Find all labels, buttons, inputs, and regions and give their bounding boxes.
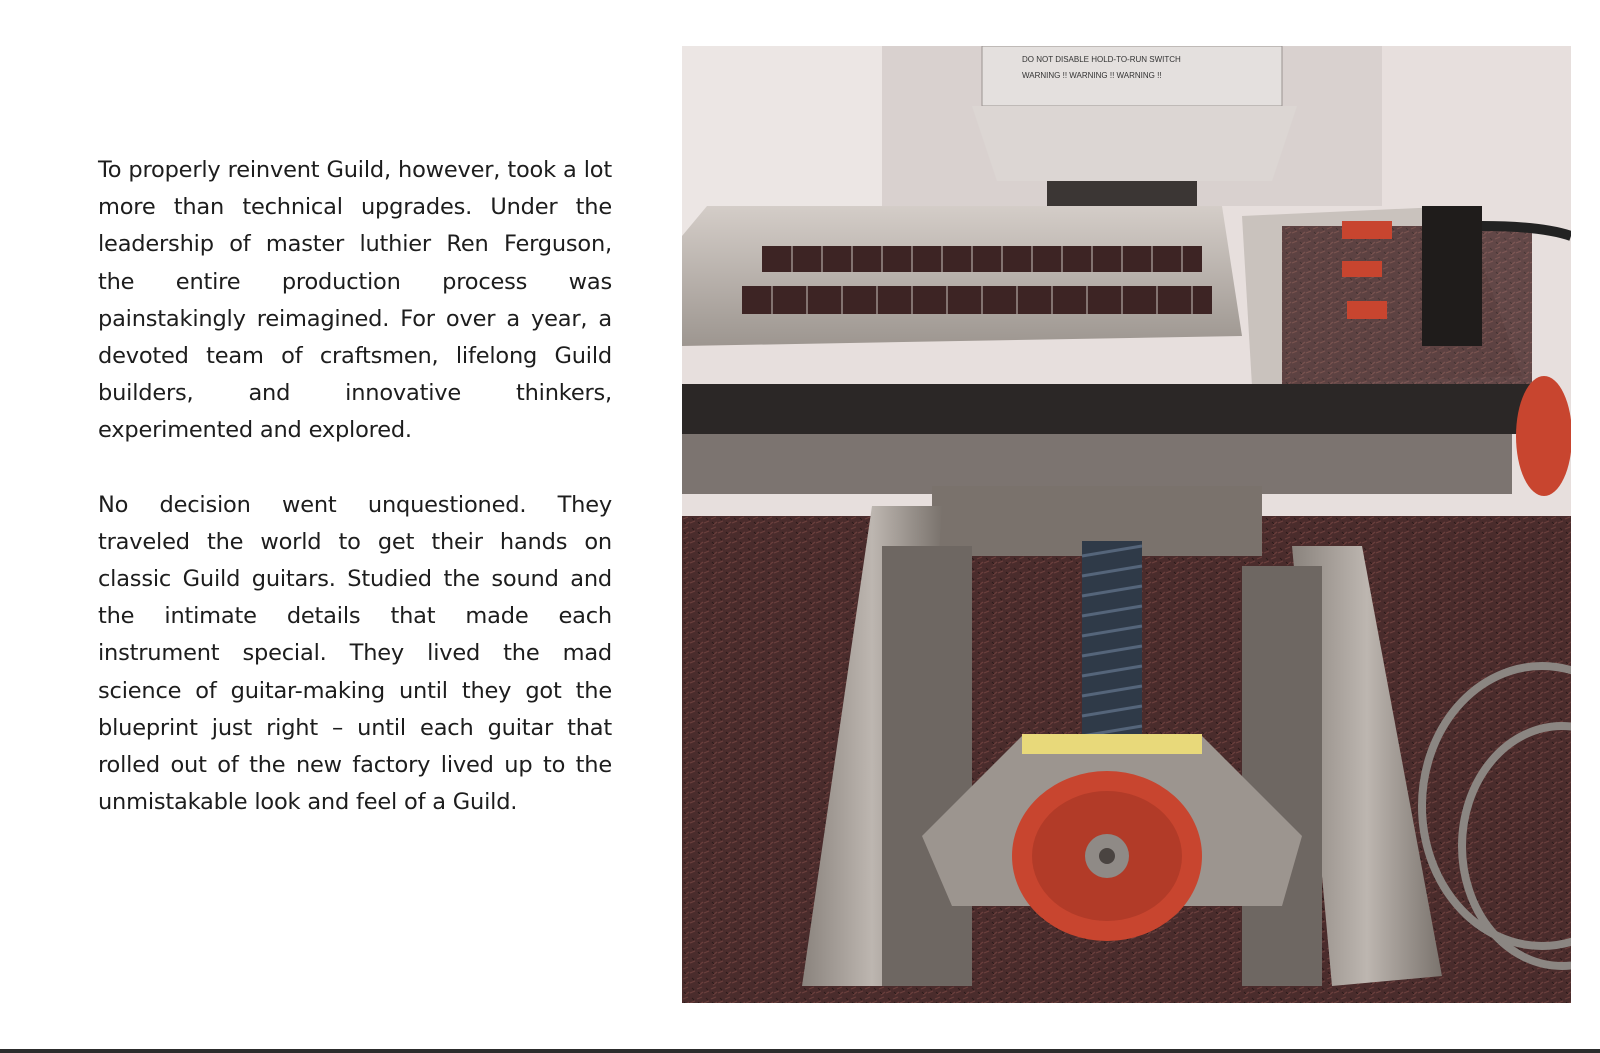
- cnc-machine-photo: [682, 46, 1571, 1003]
- machine-label-2: WARNING !! WARNING !! WARNING !!: [1022, 71, 1162, 80]
- fretboard-1: [762, 246, 1202, 272]
- paragraph-1: To properly reinvent Guild, however, took a lot more than technical upgrades. Under the leadership of master luthier Ren Ferguson, the entire production process was painstakingly reimagined. For over a year, a devoted team of craftsmen, lifelong Guild builders, and innovative thinkers, experimented and explored.: [98, 157, 612, 444]
- cnc-machine-illustration: [682, 46, 1571, 1003]
- bottom-divider: [0, 1049, 1600, 1053]
- machine-label-1: DO NOT DISABLE HOLD-TO-RUN SWITCH: [1022, 55, 1181, 64]
- article-text: [98, 152, 612, 858]
- fretboard-2: [742, 286, 1212, 314]
- paragraph-2: No decision went unquestioned. They traveled the world to get their hands on classic Guild guitars. Studied the sound and the intimate details that made each instrument special. They lived the mad science of guitar-making until they got the blueprint just right – until each guitar that rolled out of the new factory lived up to the unmistakable look and feel of a Guild.: [98, 491, 612, 816]
